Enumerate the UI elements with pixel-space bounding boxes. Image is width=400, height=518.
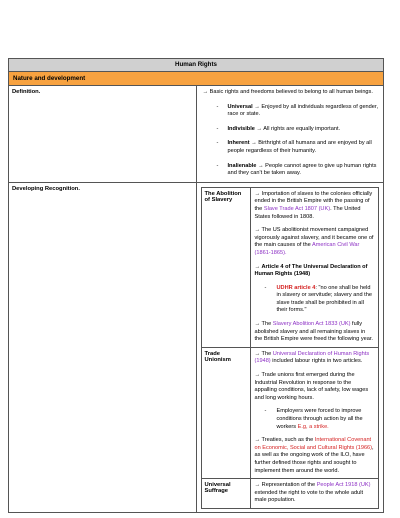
abolition-para-2: → The US abolitionist movement campaigned vigorously against slavery, and it became one of the main causes of the American Civil War (1861-1865).: [254, 227, 374, 256]
term-universal: Universal: [227, 103, 253, 110]
term-inherent-text: → Birthright of all humans and are enjoyed by all people regardless of their humanity.: [227, 140, 372, 154]
abolition-para-3: → Article 4 of The Universal Declaration of Human Rights (1948): [254, 263, 368, 278]
abolition-content: [250, 187, 379, 347]
term-inalienable: Inalienable: [227, 162, 257, 169]
definition-intro: → Basic rights and freedoms believed to belong to all human beings.: [202, 89, 373, 95]
term-inherent: Inherent: [227, 140, 250, 147]
suffrage-content: [250, 479, 379, 509]
term-inalienable-text: → People cannot agree to give up human rights and they can't be taken away.: [227, 162, 377, 177]
trade-para-1: → The Universal Declaration of Human Rights (1948) included labour rights in two articles.: [254, 350, 370, 365]
human-rights-table: [8, 58, 384, 513]
term-indivisible: Indivisible: [227, 125, 255, 132]
udhr-article-4-label: UDHR article 4: [276, 284, 316, 291]
trade-bullet: - Employers were forced to improve conditions through action by all the workers E.g, a strike.: [264, 408, 363, 430]
suffrage-label: Universal Suffrage: [201, 479, 250, 509]
developing-content: [196, 182, 384, 512]
abolition-row: [201, 187, 379, 347]
developing-inner-table: [201, 187, 380, 509]
definition-item-inherent: - Inherent → Birthright of all humans and are enjoyed by all people regardless of their humanity.: [216, 140, 372, 154]
section-header: Nature and development: [9, 72, 384, 86]
abolition-para-1: → Importation of slaves to the colonies officially ended in the British Empire with the passing of the Slave Trade Act 1807 (UK). The United States followed in 1808.: [254, 190, 373, 220]
definition-item-indivisible: - Indivisible → All rights are equally important.: [216, 125, 341, 132]
abolition-para-4: → The Slavery Abolition Act 1833 (UK) fully abolished slavery and all remaining slaves in the British Empire were freed the following year.: [254, 321, 373, 343]
slavery-abolition-act-link[interactable]: Slavery Abolition Act 1833 (UK): [272, 321, 351, 328]
trade-para-3: → Treaties, such as the International Covenant on Economic, Social and Cultural Rights (1966), as well as the ongoing work of the ILO, have further defined those rights and sought to implement them around the world.: [254, 437, 374, 474]
trade-unionism-content: [250, 347, 379, 478]
developing-label: Developing Recognition.: [9, 182, 197, 512]
civil-war-link[interactable]: American Civil War (1861-1865).: [254, 242, 360, 256]
definition-content: [196, 86, 384, 183]
udhr-link[interactable]: Universal Declaration of Human Rights (1948): [254, 350, 370, 365]
definition-label: Definition.: [9, 86, 197, 183]
people-act-link[interactable]: People Act 1918 (UK): [316, 482, 371, 489]
strike-example: E.g, a strike.: [297, 423, 329, 430]
suffrage-para-1: → Representation of the People Act 1918 (UK) extended the right to vote to the whole adult male population.: [254, 482, 371, 504]
term-indivisible-text: → All rights are equally important.: [254, 125, 341, 132]
slave-trade-act-link[interactable]: Slave Trade Act 1807 (UK): [263, 205, 331, 212]
table-title: Human Rights: [9, 59, 384, 72]
definition-item-inalienable: - Inalienable → People cannot agree to give up human rights and they can't be taken away.: [216, 162, 377, 177]
trade-para-2: → Trade unions first emerged during the Industrial Revolution in response to the appalling conditions, lack of safety, low wages and long working hours.: [254, 372, 369, 401]
developing-row: [9, 182, 384, 512]
term-universal-text: → Enjoyed by all individuals regardless of gender, race or state.: [227, 103, 378, 118]
trade-unionism-row: [201, 347, 379, 478]
udhr-article-4-quote: - UDHR article 4: "no one shall be held in slavery or servitude; slavery and the slave trade shall be prohibited in all their forms.": [264, 284, 372, 314]
definition-item-universal: - Universal → Enjoyed by all individuals regardless of gender, race or state.: [216, 103, 378, 118]
trade-unionism-label: Trade Unionism: [201, 347, 250, 478]
definition-row: [9, 86, 384, 183]
document-page: [8, 58, 384, 513]
suffrage-row: [201, 479, 379, 509]
abolition-label: The Abolition of Slavery: [201, 187, 250, 347]
covenant-link[interactable]: International Covenant on Economic, Social and Cultural Rights (1966): [254, 437, 373, 451]
